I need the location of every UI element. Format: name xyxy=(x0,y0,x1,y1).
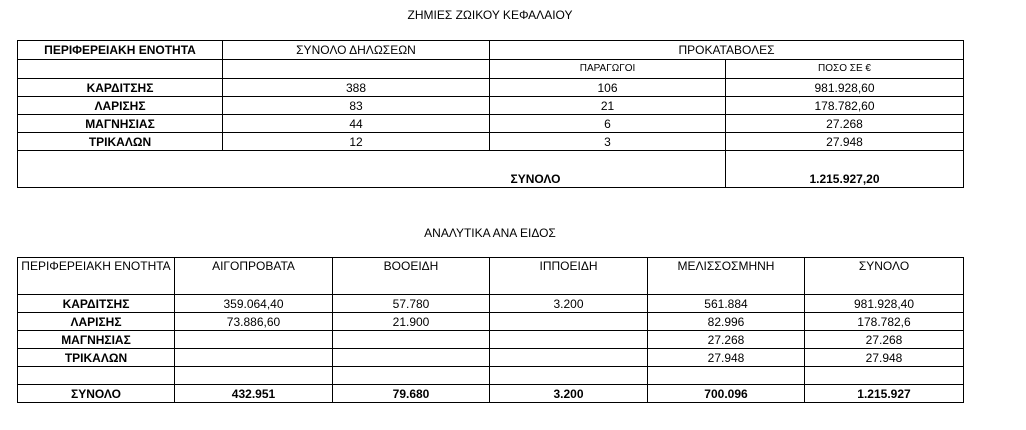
producers-cell: 21 xyxy=(490,97,726,115)
table1-header-row xyxy=(18,41,964,60)
producers-cell: 6 xyxy=(490,115,726,133)
table2-header-row xyxy=(18,258,964,295)
beehives-cell: 27.948 xyxy=(648,349,805,367)
beehives-cell: 82.996 xyxy=(648,313,805,331)
table-row xyxy=(18,349,964,367)
header-cattle: ΒΟΟΕΙΔΗ xyxy=(333,258,490,295)
region-name: ΛΑΡΙΣΗΣ xyxy=(18,313,175,331)
subheader-producers: ΠΑΡΑΓΩΓΟΙ xyxy=(490,60,726,79)
equines-cell: 3.200 xyxy=(490,295,648,313)
table2-total-row xyxy=(18,385,964,403)
declarations-cell: 44 xyxy=(223,115,490,133)
header-total-declarations: ΣΥΝΟΛΟ ΔΗΛΩΣΕΩΝ xyxy=(223,41,490,60)
region-name: ΜΑΓΝΗΣΙΑΣ xyxy=(18,115,223,133)
beehives-cell: 27.268 xyxy=(648,331,805,349)
amount-cell: 27.268 xyxy=(726,115,964,133)
total-amount: 1.215.927,20 xyxy=(726,151,964,188)
region-name: ΤΡΙΚΑΛΩΝ xyxy=(18,349,175,367)
table2-title: ΑΝΑΛΥΤΙΚΑ ΑΝΑ ΕΙΔΟΣ xyxy=(424,226,556,240)
total-equines: 3.200 xyxy=(490,385,648,403)
blank-row xyxy=(18,367,964,385)
row-total-cell: 27.948 xyxy=(805,349,964,367)
beehives-cell: 561.884 xyxy=(648,295,805,313)
declarations-cell: 83 xyxy=(223,97,490,115)
claims-summary-table xyxy=(17,40,964,188)
region-name: ΚΑΡΔΙΤΣΗΣ xyxy=(18,295,175,313)
amount-cell: 981.928,60 xyxy=(726,79,964,97)
cattle-cell: 21.900 xyxy=(333,313,490,331)
declarations-cell: 12 xyxy=(223,133,490,151)
table-row xyxy=(18,115,964,133)
total-beehives: 700.096 xyxy=(648,385,805,403)
table1-total-row xyxy=(18,151,964,188)
table-row xyxy=(18,133,964,151)
table-row xyxy=(18,79,964,97)
header-advance-payments: ΠΡΟΚΑΤΑΒΟΛΕΣ xyxy=(490,41,964,60)
header-total: ΣΥΝΟΛΟ xyxy=(805,258,964,295)
table-row xyxy=(18,97,964,115)
producers-cell: 3 xyxy=(490,133,726,151)
header-region-unit: ΠΕΡΙΦΕΡΕΙΑΚΗ ΕΝΟΤΗΤΑ xyxy=(18,258,175,295)
sheep-goats-cell xyxy=(175,331,333,349)
table-row xyxy=(18,295,964,313)
producers-cell: 106 xyxy=(490,79,726,97)
sheep-goats-cell: 73.886,60 xyxy=(175,313,333,331)
header-beehives: ΜΕΛΙΣΣΟΣΜΗΝΗ xyxy=(648,258,805,295)
row-total-cell: 178.782,6 xyxy=(805,313,964,331)
table-row xyxy=(18,331,964,349)
region-name: ΤΡΙΚΑΛΩΝ xyxy=(18,133,223,151)
grand-total: 1.215.927 xyxy=(805,385,964,403)
header-equines: ΙΠΠΟΕΙΔΗ xyxy=(490,258,648,295)
header-region-unit: ΠΕΡΙΦΕΡΕΙΑΚΗ ΕΝΟΤΗΤΑ xyxy=(18,41,223,60)
subheader-amount-eur: ΠΟΣΟ ΣΕ € xyxy=(726,60,964,79)
region-name: ΛΑΡΙΣΗΣ xyxy=(18,97,223,115)
table1-title: ΖΗΜΙΕΣ ΖΩΙΚΟΥ ΚΕΦΑΛΑΙΟΥ xyxy=(407,8,573,22)
equines-cell xyxy=(490,313,648,331)
amount-cell: 178.782,60 xyxy=(726,97,964,115)
cattle-cell xyxy=(333,331,490,349)
sheep-goats-cell xyxy=(175,349,333,367)
region-name: ΚΑΡΔΙΤΣΗΣ xyxy=(18,79,223,97)
total-label: ΣΥΝΟΛΟ xyxy=(18,151,726,188)
sheep-goats-cell: 359.064,40 xyxy=(175,295,333,313)
total-sheep-goats: 432.951 xyxy=(175,385,333,403)
row-total-cell: 981.928,40 xyxy=(805,295,964,313)
declarations-cell: 388 xyxy=(223,79,490,97)
region-name: ΜΑΓΝΗΣΙΑΣ xyxy=(18,331,175,349)
cattle-cell: 57.780 xyxy=(333,295,490,313)
breakdown-by-type-table xyxy=(17,257,964,403)
equines-cell xyxy=(490,331,648,349)
amount-cell: 27.948 xyxy=(726,133,964,151)
equines-cell xyxy=(490,349,648,367)
row-total-cell: 27.268 xyxy=(805,331,964,349)
total-label: ΣΥΝΟΛΟ xyxy=(18,385,175,403)
total-cattle: 79.680 xyxy=(333,385,490,403)
cattle-cell xyxy=(333,349,490,367)
header-sheep-goats: ΑΙΓΟΠΡΟΒΑΤΑ xyxy=(175,258,333,295)
table1-subheader-row xyxy=(18,60,964,79)
table-row xyxy=(18,313,964,331)
